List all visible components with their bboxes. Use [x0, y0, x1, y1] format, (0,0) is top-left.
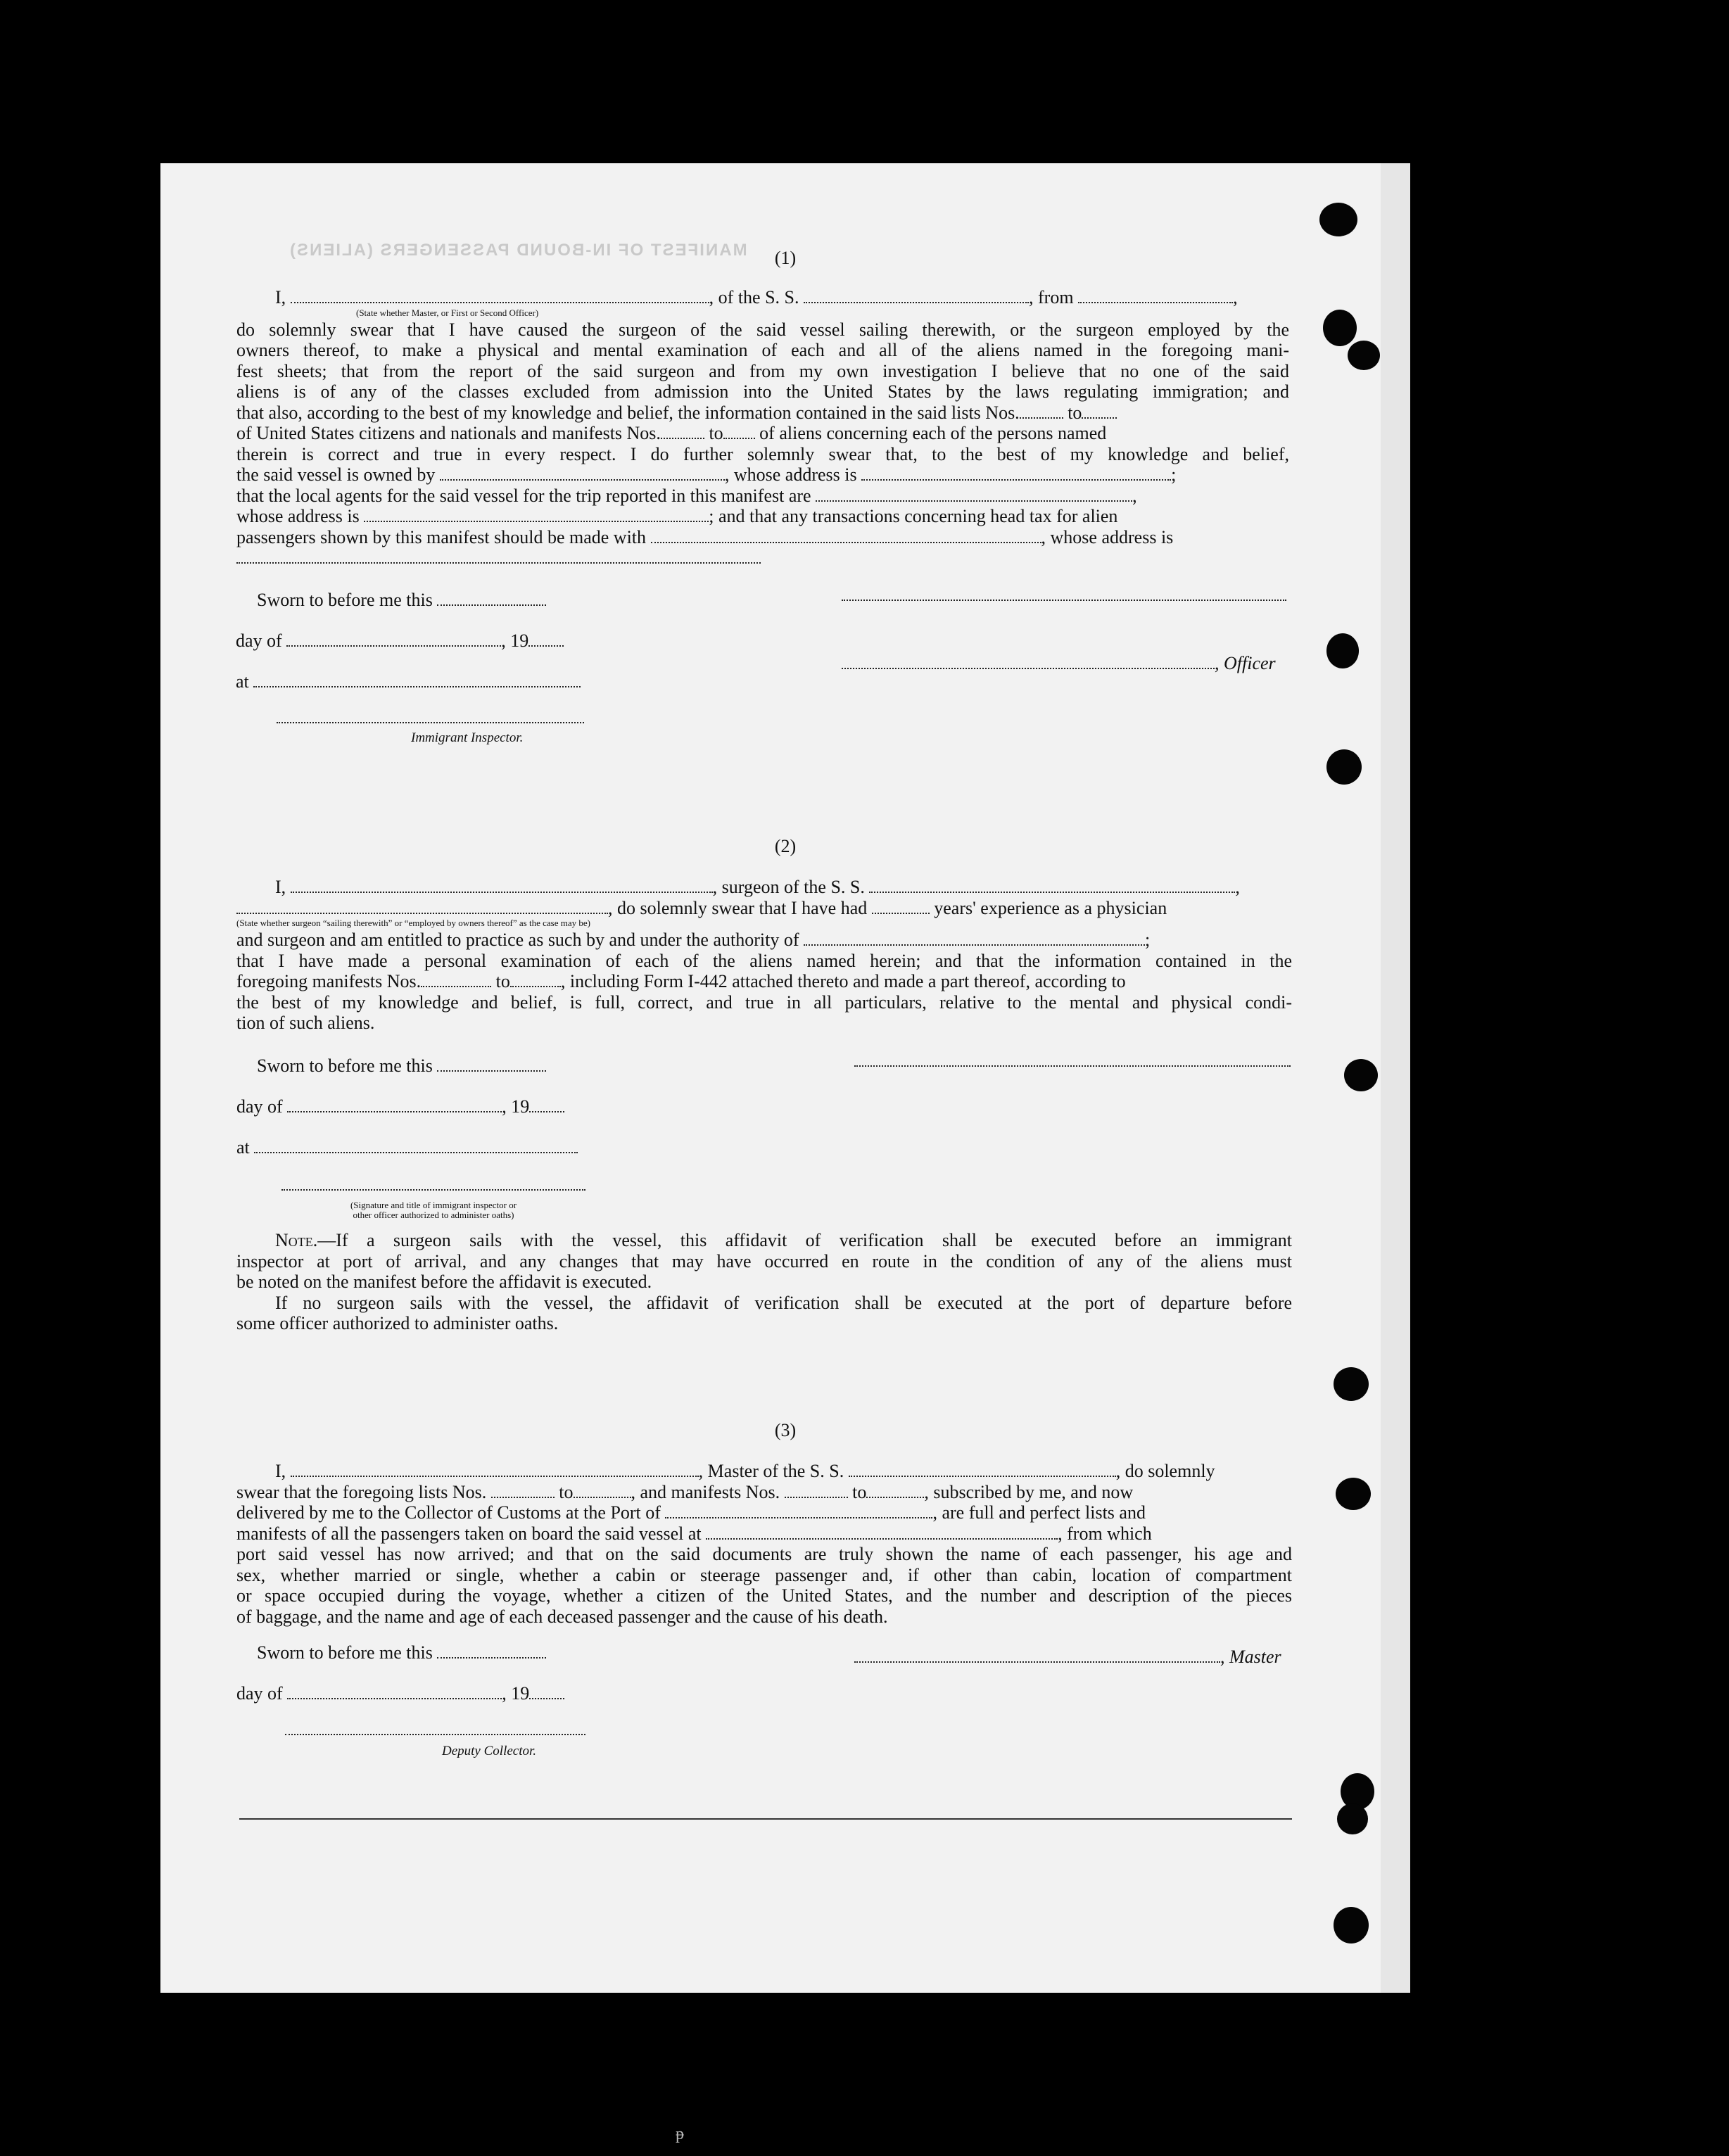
inspector-signature-line[interactable] [277, 722, 584, 723]
label: , and manifests Nos. [631, 1481, 780, 1502]
label: , are full and perfect lists and [932, 1502, 1146, 1523]
label: , do solemnly swear that I have had [608, 897, 868, 918]
affidavit-line: sex, whether married or single, whether a cabin or steerage passenger and, if other than cabin, location of compartment [236, 1564, 1292, 1585]
label: day of [236, 1683, 283, 1704]
note-line: (Signature and title of immigrant inspector or [350, 1200, 517, 1210]
vessel-name-field[interactable] [849, 1463, 1116, 1477]
sworn-line [257, 1055, 546, 1077]
local-agents-field[interactable] [816, 487, 1132, 501]
note-label: Note. [275, 1230, 318, 1250]
label: , including Form I-442 attached thereto and made a part thereof, according to [560, 971, 1126, 991]
label: , 19 [501, 630, 529, 651]
punctuation: ; [1145, 930, 1151, 950]
signature-title-note [281, 1200, 585, 1220]
label: of United States citizens and nationals and manifests Nos. [236, 423, 661, 443]
year-field[interactable] [528, 633, 564, 647]
affidavit-line: aliens is of any of the classes excluded from admission into the United States by the laws regulating immigration; and [236, 381, 1289, 402]
punch-hole [1326, 749, 1362, 785]
label: Sworn to before me this [257, 1055, 433, 1076]
master-caption: , Master [1220, 1647, 1281, 1667]
day-of-line [236, 1683, 564, 1704]
affidavit-line: the best of my knowledge and belief, is full, correct, and true in all particulars, relative to the mental and physical condi- [236, 991, 1292, 1013]
label: , from which [1058, 1523, 1152, 1544]
pronoun: I, [275, 287, 286, 307]
label: at [236, 671, 249, 692]
authorized-officer-signature-line[interactable] [281, 1189, 585, 1191]
label: , 19 [502, 1683, 530, 1704]
list-from-field[interactable] [1020, 404, 1063, 418]
month-field[interactable] [286, 633, 501, 647]
punctuation: , [1132, 485, 1137, 506]
authority-field[interactable] [804, 932, 1145, 946]
label: Sworn to before me this [257, 590, 433, 610]
year-field[interactable] [529, 1098, 564, 1112]
section-2-body [236, 877, 1292, 1034]
surgeon-status-note: (State whether surgeon “sailing therewith” or “employed by owners thereof” as the case may be) [236, 918, 590, 928]
affidavit-line: owners thereof, to make a physical and mental examination of each and all of the aliens named in the foregoing mani- [236, 340, 1289, 360]
vessel-name-field[interactable] [869, 879, 1235, 893]
manifest-to-field[interactable] [866, 1483, 924, 1497]
day-of-line [236, 630, 564, 652]
punctuation: , [1233, 287, 1238, 307]
sworn-date-field[interactable] [437, 592, 546, 606]
film-mark: ᵽ [676, 2125, 684, 2143]
label: , whose address is [724, 464, 857, 485]
list-to-field[interactable] [1082, 404, 1117, 418]
label: and surgeon and am entitled to practice as such by and under the authority of [236, 930, 799, 950]
manifest-from-field[interactable] [661, 425, 704, 439]
officer-caption: , Officer [1215, 653, 1276, 673]
label: , whose address is [1041, 526, 1174, 547]
affidavit-line: tion of such aliens. [236, 1013, 375, 1033]
label: whose address is [236, 506, 360, 526]
bleed-through-heading: MANIFEST OF IN-BOUND PASSENGERS (ALIENS) [289, 241, 747, 260]
pronoun: I, [275, 877, 286, 897]
label: the said vessel is owned by [236, 464, 436, 485]
at-line [236, 1137, 578, 1158]
label: that also, according to the best of my knowledge and belief, the information contained in the said lists Nos. [236, 402, 1020, 423]
vessel-owner-field[interactable] [440, 467, 725, 481]
manifest-to-field[interactable] [723, 425, 755, 439]
surgeon-name-field[interactable] [291, 879, 713, 893]
affidavit-line: of baggage, and the name and age of each deceased passenger and the cause of his death. [236, 1606, 888, 1627]
label: , 19 [502, 1096, 530, 1117]
officer-rank-note: (State whether Master, or First or Second Officer) [356, 307, 539, 318]
collector-signature-line[interactable] [285, 1734, 585, 1735]
list-from-field[interactable] [491, 1483, 555, 1497]
bottom-rule [239, 1818, 1292, 1820]
note-line: If no surgeon sails with the vessel, the affidavit of verification shall be executed at the port of departure before [275, 1292, 1292, 1313]
label: of aliens concerning each of the persons named [759, 423, 1107, 443]
label: , do solemnly [1115, 1461, 1215, 1481]
label: foregoing manifests Nos. [236, 971, 422, 991]
officer-signature-line [842, 653, 1276, 674]
punch-hole [1336, 1478, 1371, 1510]
head-tax-party-field[interactable] [651, 528, 1041, 543]
section-2-note [236, 1230, 1292, 1334]
section-2-number: (2) [774, 836, 797, 856]
sworn-line [257, 590, 546, 611]
master-signature-line [854, 1647, 1281, 1668]
officer-signature-field[interactable] [842, 655, 1215, 669]
label: day of [236, 1096, 283, 1117]
label: to [852, 1481, 867, 1502]
month-field[interactable] [287, 1685, 502, 1699]
section-3-body [236, 1461, 1292, 1627]
punctuation: ; [1171, 464, 1177, 485]
label: , Master of the S. S. [698, 1461, 844, 1481]
note-text: —If a surgeon sails with the vessel, this affidavit of verification shall be executed before an immigrant [317, 1230, 1292, 1250]
collector-caption: Deputy Collector. [442, 1744, 537, 1758]
manifest-from-field[interactable] [421, 973, 491, 987]
label: passengers shown by this manifest should be made with [236, 526, 647, 547]
surgeon-status-field[interactable] [236, 899, 608, 913]
head-tax-address-field[interactable] [236, 550, 761, 564]
master-name-field[interactable] [291, 1463, 699, 1477]
punctuation: , [1235, 877, 1240, 897]
punch-hole [1334, 1367, 1369, 1401]
master-signature-field[interactable] [854, 1649, 1220, 1663]
label: Sworn to before me this [257, 1642, 433, 1663]
label: swear that the foregoing lists Nos. [236, 1481, 487, 1502]
label: manifests of all the passengers taken on board the said vessel at [236, 1523, 702, 1544]
punch-hole [1323, 310, 1357, 346]
manifest-to-field[interactable] [510, 973, 561, 987]
label: delivered by me to the Collector of Customs at the Port of [236, 1502, 661, 1523]
sworn-line [257, 1642, 546, 1663]
section-1-number: (1) [774, 248, 797, 268]
section-3-number: (3) [774, 1420, 797, 1440]
punch-hole [1334, 1907, 1369, 1943]
punch-hole [1337, 1803, 1368, 1834]
label: to [709, 423, 723, 443]
sworn-date-field[interactable] [437, 1058, 546, 1072]
at-line [236, 671, 581, 692]
label: , of the S. S. [709, 287, 799, 307]
arrival-port-field[interactable] [665, 1504, 932, 1518]
affidavit-line: therein is correct and true in every respect. I do further solemnly swear that, to the best of my knowledge and belief, [236, 443, 1289, 464]
label: to [1068, 402, 1082, 423]
label: , subscribed by me, and now [924, 1481, 1134, 1502]
signature-line[interactable] [842, 600, 1286, 601]
affidavit-line: fest sheets; that from the report of the said surgeon and from my own investigation I believe that no one of the said [236, 360, 1289, 381]
note-line: other officer authorized to administer oaths) [353, 1210, 514, 1220]
agents-address-field[interactable] [364, 508, 709, 522]
affidavit-line: that I have made a personal examination of each of the aliens named herein; and that the information contained in the [236, 950, 1292, 971]
note-line: inspector at port of arrival, and any changes that may have occurred en route in the condition of any of the aliens must [236, 1250, 1292, 1272]
label: that the local agents for the said vessel for the trip reported in this manifest are [236, 485, 811, 506]
inspector-caption: Immigrant Inspector. [411, 730, 524, 745]
label: to [559, 1481, 574, 1502]
sworn-date-field[interactable] [437, 1644, 546, 1659]
surgeon-signature-line[interactable] [854, 1065, 1291, 1067]
affidavit-line: or space occupied during the voyage, whether a citizen of the United States, and the number and description of the pieces [236, 1585, 1292, 1606]
label: to [495, 971, 510, 991]
departure-port-field[interactable] [1078, 289, 1233, 303]
note-line: be noted on the manifest before the affidavit is executed. [236, 1272, 652, 1292]
punch-hole [1326, 633, 1359, 668]
label: at [236, 1137, 250, 1158]
place-field[interactable] [254, 1139, 578, 1153]
embarkation-port-field[interactable] [706, 1525, 1058, 1539]
pronoun: I, [275, 1461, 286, 1481]
month-field[interactable] [287, 1098, 502, 1112]
manifest-from-field[interactable] [785, 1483, 848, 1497]
affidavit-line: do solemnly swear that I have caused the surgeon of the said vessel sailing therewith, or the surgeon employed by the [236, 319, 1289, 340]
section-1-body [236, 287, 1289, 569]
label: , surgeon of the S. S. [712, 877, 865, 897]
day-of-line [236, 1096, 564, 1117]
year-field[interactable] [529, 1685, 564, 1699]
label: ; and that any transactions concerning head tax for alien [709, 506, 1118, 526]
affidavit-line: port said vessel has now arrived; and that on the said documents are truly shown the name of each passenger, his age and [236, 1544, 1292, 1564]
list-to-field[interactable] [574, 1483, 631, 1497]
label: , from [1029, 287, 1074, 307]
label: day of [236, 630, 282, 651]
years-experience-field[interactable] [872, 899, 930, 913]
punch-hole [1348, 341, 1380, 370]
page-edge [1381, 163, 1410, 1993]
officer-name-field[interactable] [291, 289, 709, 303]
punch-hole [1344, 1059, 1378, 1091]
vessel-name-field[interactable] [804, 289, 1029, 303]
note-line: some officer authorized to administer oaths. [236, 1313, 559, 1333]
label: years' experience as a physician [934, 897, 1167, 918]
place-field[interactable] [253, 673, 581, 687]
punch-hole [1319, 203, 1357, 236]
owner-address-field[interactable] [861, 467, 1171, 481]
note-line [236, 1230, 1292, 1251]
